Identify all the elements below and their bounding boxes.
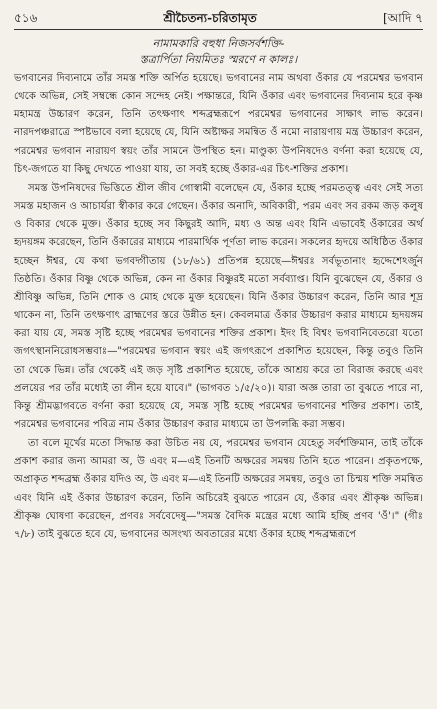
paragraph-1: ভগবানের দিব্যনামে তাঁর সমস্ত শক্তি অর্পিত হয়েছে। ভগবানের নাম অথবা ওঁকার যে পরমেশ্বর ভগবান থেকে অভিন্ন, সেই সম্বন্ধে কোন সন্দেহ নেই। পক্ষান্তরে, যিনি ওঁকার এবং ভগবানের দিব্যনাম হরে কৃষ্ণ মহামন্ত্র উচ্চারণ করেন, তিনি তৎক্ষণাৎ শব্দব্রহ্মরূপে পরমেশ্বর ভগবানের সাক্ষাৎ লাভ করেন। নারদপঞ্চরাত্রে স্পষ্টভাবে বলা হয়েছে যে, যিনি অষ্টাক্ষর সমন্বিত ওঁ নমো নারায়ণায় মন্ত্র উচ্চারণ করেন, পরমেশ্বর ভগবান নারায়ণ স্বয়ং তাঁর সামনে উপস্থিত হন। মাণ্ডুক্য উপনিষদেও বর্ণনা করা হয়েছে যে, চিৎ-জগতে যা কিছু দেখতে পাওয়া যায়, তা সবই হচ্ছে ওঁকার-এর চিৎ-শক্তির প্রকাশ। bbox=[14, 73, 423, 175]
page-number: ৫১৬ bbox=[14, 11, 38, 25]
paragraph-3: তা বলে মূর্খের মতো সিদ্ধান্ত করা উচিত নয় যে, পরমেশ্বর ভগবান যেহেতু সর্বশক্তিমান, তাই তাঁকে প্রকাশ করার জন্য আমরা অ, উ এবং ম—এই তিনটি অক্ষরের সমন্বয় তিনি হতে পারেন। প্রকৃতপক্ষে, অপ্রাকৃত শব্দব্রহ্ম ওঁকার যদিও অ, উ এবং ম—এই তিনটি অক্ষরের সমন্বয়, তবুও তা চিন্ময় শক্তি সমন্বিত এবং যিনি এই ওঁকার উচ্চারণ করেন, তিনি অচিরেই বুঝতে পারেন যে, ওঁকার এবং শ্রীকৃষ্ণ অভিন্ন। শ্রীকৃষ্ণ ঘোষণা করেছেন, প্রণবঃ সর্ববেদেষু—"সমস্ত বৈদিক মন্ত্রের মধ্যে আমি হচ্ছি প্রণব 'ওঁ'।" (গীঃ ৭/৮) তাই বুঝতে হবে যে, ভগবানের অসংখ্য অবতারের মধ্যে ওঁকার হচ্ছে শব্দব্রহ্মরূপে bbox=[14, 438, 423, 540]
verse-line-2: স্তত্রার্পিতা নিয়মিতঃ স্মরণে ন কালঃ। bbox=[139, 53, 298, 66]
book-title: শ্রীচৈতন্য-চরিতামৃত bbox=[163, 11, 257, 25]
verse-line-1: নামামকারি বহুধা নিজসর্বশক্তি- bbox=[152, 37, 285, 50]
header-divider bbox=[14, 29, 423, 30]
paragraph-2: সমস্ত উপনিষদের ভিত্তিতে শ্রীল জীব গোস্বামী বলেছেন যে, ওঁকার হচ্ছে পরমতত্ত্ব এবং সেই সত্য সমস্ত মহাজন ও আচার্যরা স্বীকার করে গেছেন। ওঁকার অনাদি, অবিকারী, পরম এবং সব রকম জড় কলুষ ও বিকার থেকে মুক্ত। ওঁকার হচ্ছে সব কিছুরই আদি, মধ্য ও অন্ত এবং যিনি এভাবেই ওঁকারের অর্থ হৃদয়ঙ্গম করেছেন, তিনি ওঁকারের মাধ্যমে পারমার্থিক পূর্ণতা লাভ করেন। সকলের হৃদয়ে অধিষ্ঠিত ওঁকার হচ্ছেন ঈশ্বর, যে কথা ভগবদ্গীতায় (১৮/৬১) প্রতিপন্ন হয়েছে—ঈশ্বরঃ সর্বভূতানাং হৃদ্দেশেঽর্জুন তিষ্ঠতি। ওঁকার বিষ্ণু থেকে অভিন্ন, কেন না ওঁকার বিষ্ণুরই মতো সর্বব্যাপ্ত। যিনি বুঝেছেন যে, ওঁকার ও শ্রীবিষ্ণু অভিন্ন, তিনি শোক ও মোহ থেকে মুক্ত হয়েছেন। যিনি ওঁকার উচ্চারণ করেন, তিনি আর শূদ্র থাকেন না, তিনি তৎক্ষণাৎ ব্রাহ্মণের স্তরে উন্নীত হন। কেবলমাত্র ওঁকার উচ্চারণ করার মাধ্যমে হৃদয়ঙ্গম করা যায় যে, সমস্ত সৃষ্টি হচ্ছে পরমেশ্বর ভগবানের শক্তির প্রকাশ। ইদং হি বিশ্বং ভগবানিবেতরো যতো জগৎস্থাননিরোধসম্ভবাঃ—"পরমেশ্বর ভগবান স্বয়ং এই জগৎরূপে প্রকাশিত হয়েছেন, কিন্তু তবুও তিনি তা থেকে ভিন্ন। তাঁর থেকেই এই জড় সৃষ্টি প্রকাশিত হয়েছে, তাঁকে আশ্রয় করে তা বিরাজ করছে এবং প্রলয়ের পর তাঁর মধ্যেই তা লীন হয়ে যাবে।" (ভাগবত ১/৫/২০)। যারা অজ্ঞ তারা তা বুঝতে পারে না, কিন্তু শ্রীমদ্ভাগবতে বর্ণনা করা হয়েছে যে, সমস্ত সৃষ্টি হচ্ছে পরমেশ্বর ভগবানের শক্তির প্রকাশ। তাই, পরমেশ্বর ভগবানের পবিত্র নাম ওঁকার উচ্চারণ করার মাধ্যমে তা উপলব্ধি করা সম্ভব। bbox=[14, 182, 423, 430]
verse-block bbox=[14, 36, 423, 68]
page-header bbox=[14, 10, 423, 26]
chapter-reference: [আদি ৭ bbox=[382, 11, 423, 25]
